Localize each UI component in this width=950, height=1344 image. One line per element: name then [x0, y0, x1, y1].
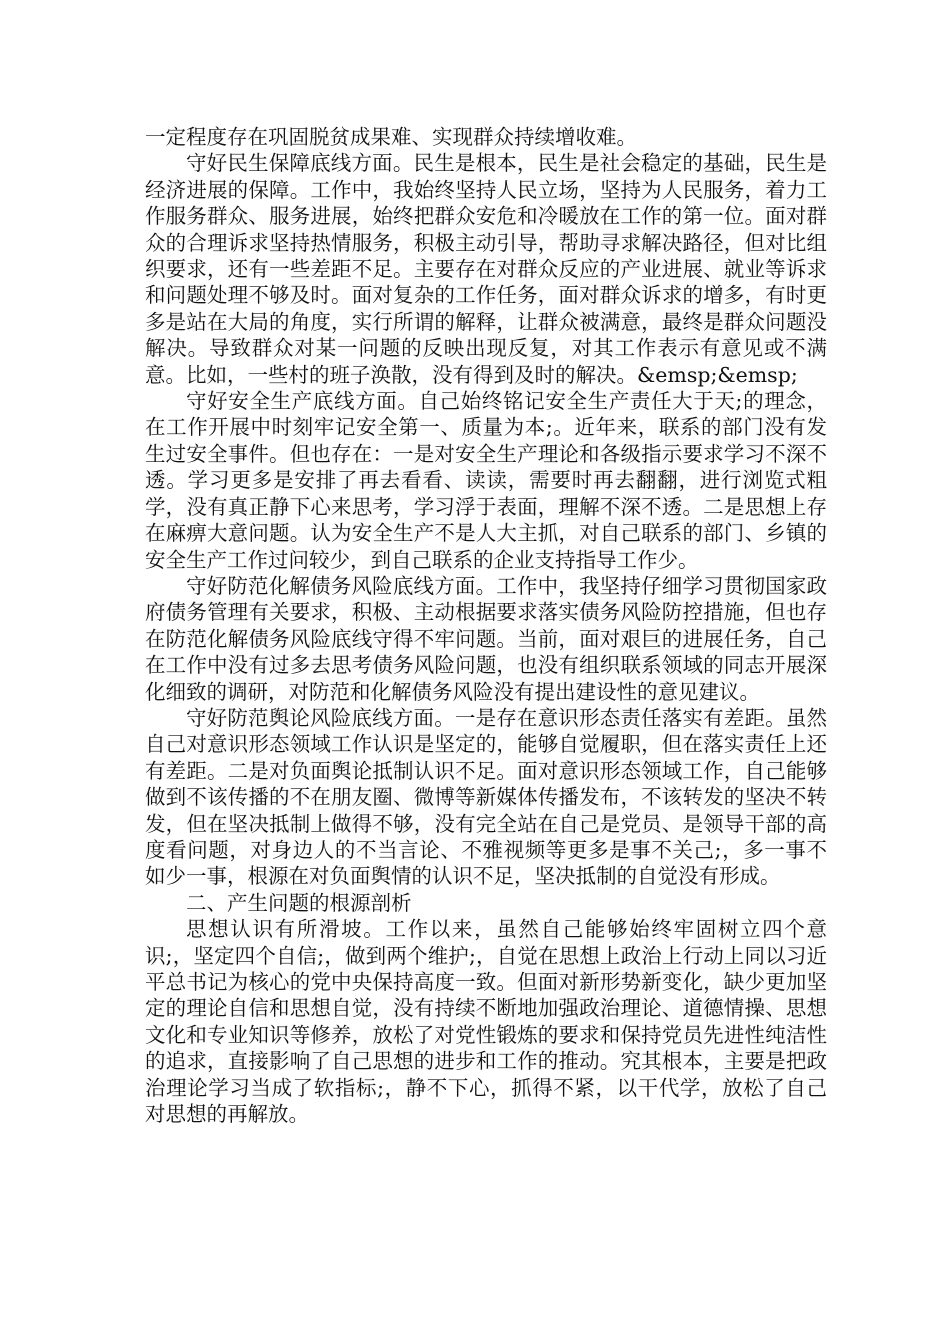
paragraph-debt-risk: 守好防范化解债务风险底线方面。工作中，我坚持仔细学习贯彻国家政府债务管理有关要求，积极、主动根据要求落实债务风险防控措施，但也存在防范化解债务风险底线守得不牢问题。当前，面对艰巨的进展任务，自己在工作中没有过多去思考债务风险问题，也没有组织联系领域的同志开展深化细致的调研，对防范和化解债务风险没有提出建设性的意见建议。	[145, 573, 827, 704]
paragraph-safety: 守好安全生产底线方面。自己始终铭记安全生产责任大于天;的理念，在工作开展中时刻牢记安全第一、质量为本;。近年来，联系的部门没有发生过安全事件。但也存在：一是对安全生产理论和各级指示要求学习不深不透。学习更多是安排了再去看看、读读，需要时再去翻翻，进行浏览式粗学，没有真正静下心来思考，学习浮于表面，理解不深不透。二是思想上存在麻痹大意问题。认为安全生产不是人大主抓，对自己联系的部门、乡镇的安全生产工作过问较少，到自己联系的企业支持指导工作少。	[145, 389, 827, 572]
paragraph-public-opinion: 守好防范舆论风险底线方面。一是存在意识形态责任落实有差距。虽然自己对意识形态领域工作认识是坚定的，能够自觉履职，但在落实责任上还有差距。二是对负面舆论抵制认识不足。面对意识形态领域工作，自己能够做到不该传播的不在朋友圈、微博等新媒体传播发布，不该转发的坚决不转发，但在坚决抵制上做得不够，没有完全站在自己是党员、是领导干部的高度看问题，对身边人的不当言论、不雅视频等更多是事不关己;，多一事不如少一事，根源在对负面舆情的认识不足，坚决抵制的自觉没有形成。	[145, 705, 827, 889]
section-heading: 二、产生问题的根源剖析	[186, 890, 412, 915]
document-body	[145, 124, 827, 1127]
paragraph-livelihood: 守好民生保障底线方面。民生是根本，民生是社会稳定的基础，民生是经济进展的保障。工作中，我始终坚持人民立场，坚持为人民服务，着力工作服务群众、服务进展，始终把群众安危和冷暖放在工作的第一位。面对群众的合理诉求坚持热情服务，积极主动引导，帮助寻求解决路径，但对比组织要求，还有一些差距不足。主要存在对群众反应的产业进展、就业等诉求和问题处理不够及时。面对复杂的工作任务，面对群众诉求的增多，有时更多是站在大局的角度，实行所谓的解释，让群众被满意，最终是群众问题没解决。导致群众对某一问题的反映出现反复，对其工作表示有意见或不满意。比如，一些村的班子涣散，没有得到及时的解决。&emsp;&emsp;	[145, 151, 827, 387]
paragraph-continuation: 一定程度存在巩固脱贫成果难、实现群众持续增收难。	[145, 125, 637, 149]
paragraph-root-cause: 思想认识有所滑坡。工作以来，虽然自己能够始终牢固树立四个意识;，坚定四个自信;，做到两个维护;，自觉在思想上政治上行动上同以习近平总书记为核心的党中央保持高度一致。但面对新形势新变化，缺少更加坚定的理论自信和思想自觉，没有持续不断地加强政治理论、道德情操、思想文化和专业知识等修养，放松了对党性锻炼的要求和保持党员先进性纯洁性的追求，直接影响了自己思想的进步和工作的推动。究其根本，主要是把政治理论学习当成了软指标;，静不下心，抓得不紧，以干代学，放松了自己对思想的再解放。	[145, 917, 827, 1127]
